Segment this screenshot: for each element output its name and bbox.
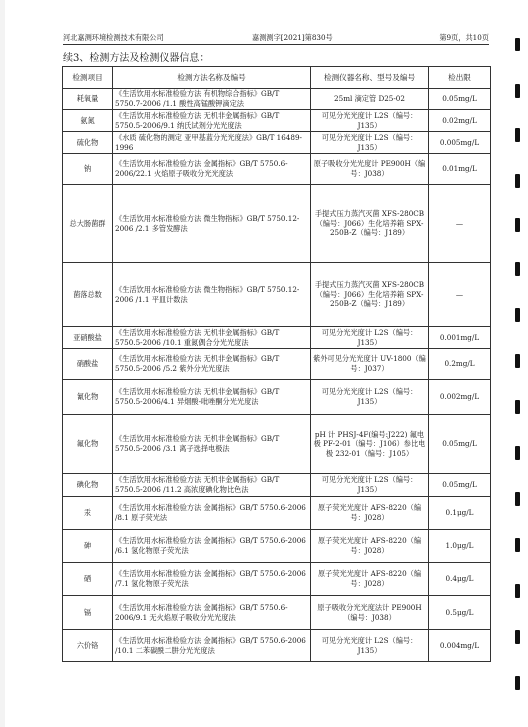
row-method: 《水质 硫化物的测定 亚甲基蓝分光光度法》GB/T 16489-1996 [113,132,311,154]
row-instrument: 可见分光光度计 L2S（编号：J135） [311,132,429,154]
binding-mark [515,128,520,142]
row-instrument: 原子荧光光度计 AFS-8220（编号：J028） [311,497,429,530]
row-instrument: 可见分光光度计 L2S（编号：J135） [311,630,429,662]
table-row [63,349,491,380]
row-method: 《生活饮用水标准检验方法 无机非金属指标》GB/T 5750.5-2006/4.1 异烟酸-吡唑酮分光光度法 [113,380,311,415]
binding-mark [515,308,520,322]
method-table [62,66,491,662]
row-limit: 0.005mg/L [429,132,491,154]
table-row [63,563,491,596]
table-row [63,530,491,563]
row-item: 硝酸盐 [63,349,113,380]
row-method: 《生活饮用水标准检验方法 有机物综合指标》GB/T 5750.7-2006 /1.1 酸性高锰酸钾滴定法 [113,89,311,110]
row-instrument: 可见分光光度计 L2S（编号：J135） [311,327,429,349]
row-limit: 0.1μg/L [429,497,491,530]
row-limit: 0.2mg/L [429,349,491,380]
row-instrument: 原子吸收分光光度法计 PE900H（编号：J038） [311,596,429,630]
binding-mark [515,84,520,98]
table-row [63,474,491,497]
row-method: 《生活饮用水标准检验方法 金属指标》GB/T 5750.6-2006/9.1 无火焰原子吸收分光光度法 [113,596,311,630]
row-method: 《生活饮用水标准检验方法 无机非金属指标》GB/T 5750.5-2006 /11.2 高浓度碘化物比色法 [113,474,311,497]
row-instrument: 可见分光光度计 L2S（编号：J135） [311,110,429,132]
table-header-row [63,67,491,89]
row-limit: 0.004mg/L [429,630,491,662]
row-method: 《生活饮用水标准检验方法 无机非金属指标》GB/T 5750.5-2006 /5.2 紫外分光光度法 [113,349,311,380]
report-number: 嘉测测字[2021]第830号 [252,33,333,42]
row-item: 钠 [63,154,113,185]
binding-marks [511,0,528,727]
row-item: 硫化物 [63,132,113,154]
row-method: 《生活饮用水标准检验方法 无机非金属指标》GB/T 5750.5-2006/9.1 纳氏试剂分光光度法 [113,110,311,132]
row-limit: 0.01mg/L [429,154,491,185]
row-limit: 0.05mg/L [429,415,491,474]
row-limit: — [429,185,491,263]
row-instrument: pH 计 PHSJ-4F(编号:J222) 氟电极 PF-2-01（编号：J106）参比电极 232-01（编号：J105） [311,415,429,474]
binding-mark [515,218,520,232]
row-method: 《生活饮用水标准检验方法 无机非金属指标》GB/T 5750.5-2006 /3.1 离子选择电极法 [113,415,311,474]
binding-mark [515,676,520,690]
header-item: 检测项目 [63,67,113,89]
table-row [63,110,491,132]
row-instrument: 手提式压力蒸汽灭菌 XFS-280CB（编号：J066）生化培养箱 SPX-250B-Z（编号：J189） [311,185,429,263]
row-item: 氨氮 [63,110,113,132]
binding-mark [515,38,520,51]
page-header [63,32,489,45]
table-row [63,132,491,154]
row-limit: 0.05mg/L [429,474,491,497]
binding-mark [515,446,520,460]
table-row [63,89,491,110]
binding-mark [515,354,520,368]
row-limit: — [429,263,491,327]
company-name: 河北嘉测环境检测技术有限公司 [63,33,164,42]
binding-mark [515,174,520,188]
row-instrument: 原子荧光光度计 AFS-8220（编号：J028） [311,530,429,563]
row-item: 汞 [63,497,113,530]
header-limit: 检出限 [429,67,491,89]
row-method: 《生活饮用水标准检验方法 金属指标》GB/T 5750.6-2006 /10.1 二苯碳酰二肼分光光度法 [113,630,311,662]
row-item: 氟化物 [63,415,113,474]
binding-mark [515,400,520,414]
row-item: 耗氧量 [63,89,113,110]
header-instrument: 检测仪器名称、型号及编号 [311,67,429,89]
section-title: 续3、检测方法及检测仪器信息： [63,53,210,64]
row-limit: 0.5μg/L [429,596,491,630]
row-limit: 0.002mg/L [429,380,491,415]
row-item: 镉 [63,596,113,630]
row-limit: 0.4μg/L [429,563,491,596]
page-number: 第9页，共10页 [439,33,489,42]
binding-mark [515,538,520,552]
row-instrument: 可见分光光度计 L2S（编号：J135） [311,474,429,497]
row-limit: 0.02mg/L [429,110,491,132]
row-limit: 0.05mg/L [429,89,491,110]
row-method: 《生活饮用水标准检验方法 无机非金属指标》GB/T 5750.5-2006 /10.1 重氮偶合分光光度法 [113,327,311,349]
table-row [63,630,491,662]
row-instrument: 25ml 滴定管 D25-02 [311,89,429,110]
table-row [63,497,491,530]
row-limit: 0.001mg/L [429,327,491,349]
row-limit: 1.0μg/L [429,530,491,563]
table-row [63,415,491,474]
row-item: 菌落总数 [63,263,113,327]
table-row [63,263,491,327]
row-instrument: 可见分光光度计 L2S（编号：J135） [311,380,429,415]
row-instrument: 原子荧光光度计 AFS-8220（编号：J028） [311,563,429,596]
table-row [63,380,491,415]
table-row [63,154,491,185]
row-item: 总大肠菌群 [63,185,113,263]
binding-mark [515,630,520,644]
binding-mark [515,262,520,276]
header-method: 检测方法名称及编号 [113,67,311,89]
row-method: 《生活饮用水标准检验方法 金属指标》GB/T 5750.6-2006 /6.1 氢化物原子荧光法 [113,530,311,563]
row-instrument: 手提式压力蒸汽灭菌 XFS-280CB（编号：J066）生化培养箱 SPX-250B-Z（编号：J189） [311,263,429,327]
scan-edge [0,0,5,727]
binding-mark [515,584,520,598]
row-method: 《生活饮用水标准检验方法 微生物指标》GB/T 5750.12-2006 /1.1 平皿计数法 [113,263,311,327]
row-instrument: 原子吸收分光光度计 PE900H（编号：J038） [311,154,429,185]
row-method: 《生活饮用水标准检验方法 金属指标》GB/T 5750.6-2006/22.1 火焰原子吸收分光光度法 [113,154,311,185]
row-instrument: 紫外可见分光光度计 UV-1800（编号：J037） [311,349,429,380]
row-method: 《生活饮用水标准检验方法 微生物指标》GB/T 5750.12-2006 /2.1 多管发酵法 [113,185,311,263]
table-row [63,327,491,349]
binding-mark [515,492,520,506]
table-row [63,596,491,630]
row-item: 硒 [63,563,113,596]
row-item: 六价铬 [63,630,113,662]
row-item: 砷 [63,530,113,563]
row-method: 《生活饮用水标准检验方法 金属指标》GB/T 5750.6-2006 /8.1 原子荧光法 [113,497,311,530]
row-item: 碘化物 [63,474,113,497]
row-item: 氰化物 [63,380,113,415]
table-row [63,185,491,263]
row-method: 《生活饮用水标准检验方法 金属指标》GB/T 5750.6-2006 /7.1 氢化物原子荧光法 [113,563,311,596]
row-item: 亚硝酸盐 [63,327,113,349]
